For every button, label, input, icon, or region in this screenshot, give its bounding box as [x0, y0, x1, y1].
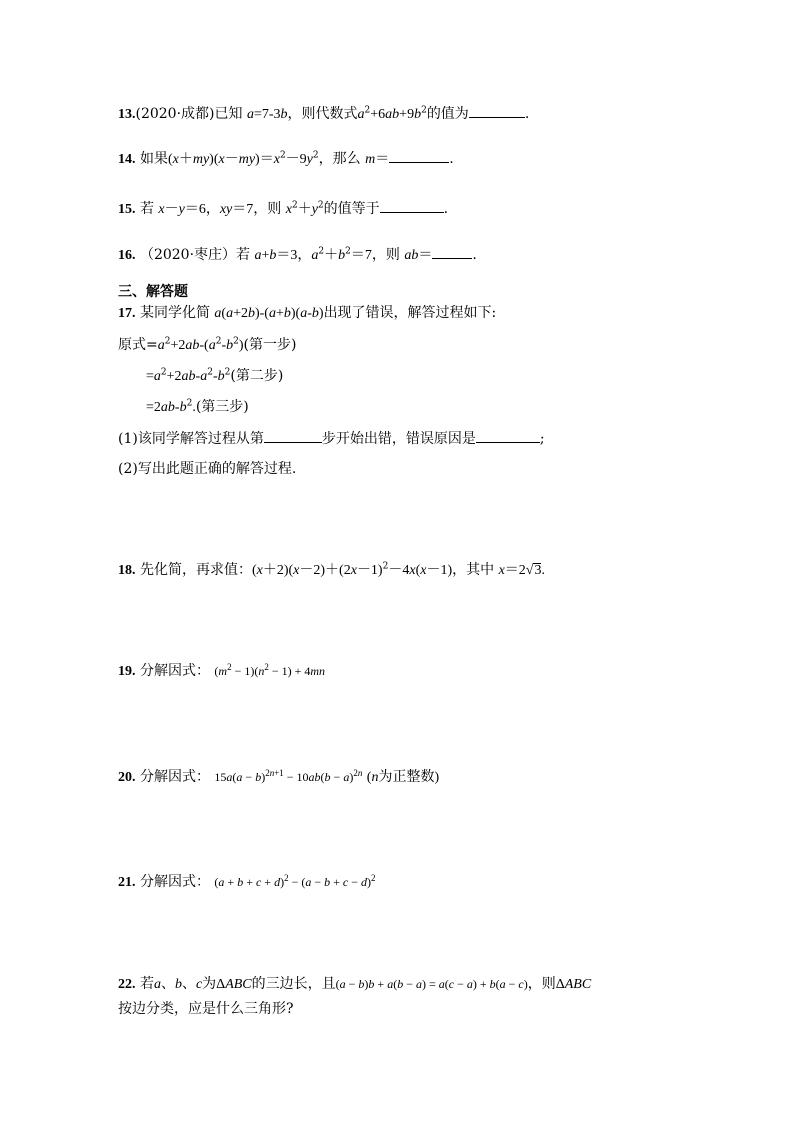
- math-expression: a: [246, 107, 254, 122]
- period: .: [524, 106, 530, 122]
- question-text: 若: [139, 201, 154, 217]
- question-text: （2020·枣庄）若: [139, 247, 251, 263]
- question-text: 步开始出错，错误原因是: [321, 431, 476, 447]
- question-text: ，其中: [452, 562, 495, 578]
- math-expression: $(a + b + c + d)^2 - (a - b + c - d)^2$: [214, 873, 376, 889]
- punctuation: ;: [539, 431, 545, 447]
- question-15: 15. 若 x－y＝6，xy＝7，则 $x^2+y^2$的值等于 .: [118, 198, 448, 220]
- math-expression: $15a(a - b)^{2n+1} - 10ab(b - a)^{2n}$: [214, 768, 363, 784]
- question-22: 22. 若a、b、c为ΔABC的三边长，且(a − b)b + a(b − a) = a(c − a) + b(a − c)，则ΔABC: [118, 976, 592, 992]
- question-number: 18.: [118, 563, 136, 578]
- question-number: 14.: [118, 152, 136, 167]
- question-13: 13.(2020·成都)已知 a=7-3b，则代数式$a^2+6ab+9b^2$的值为 .: [118, 103, 529, 125]
- question-text: (1)该同学解答过程从第: [118, 431, 264, 447]
- question-number: 16.: [118, 248, 136, 263]
- question-text: 分解因式：: [139, 874, 210, 890]
- step-note: (第二步): [230, 368, 284, 384]
- question-text: 先化简，再求值：: [139, 562, 252, 578]
- question-16: 16. （2020·枣庄）若 a+b＝3，$a^2+b^2=7$，则 ab＝ .: [118, 244, 477, 266]
- question-14: 14. 如果$(x+my)(x-my)=x^2-9y^2$，那么 m＝ .: [118, 148, 454, 170]
- question-number: 17.: [118, 306, 136, 321]
- question-text: 分解因式：: [139, 769, 210, 785]
- answer-blank[interactable]: [476, 428, 540, 443]
- question-number: 21.: [118, 875, 136, 890]
- question-text: 的值等于: [323, 201, 380, 217]
- question-number: 20.: [118, 770, 136, 785]
- question-number: 15.: [118, 202, 136, 217]
- question-text: 某同学化简: [139, 305, 210, 321]
- question-text: ，那么: [318, 151, 361, 167]
- question-text: 的值为: [426, 106, 469, 122]
- step-note: (第一步): [243, 337, 297, 353]
- solution-step-3: $=2ab-b^2$.(第三步): [146, 398, 249, 415]
- answer-blank[interactable]: [380, 198, 444, 213]
- question-17-part-2: (2)写出此题正确的解答过程.: [118, 461, 297, 477]
- answer-blank[interactable]: [432, 244, 472, 259]
- math-expression: (a − b)b + a(b − a) = a(c − a) + b(a − c): [335, 977, 528, 991]
- period: .: [443, 201, 449, 217]
- question-text: (2020·成都)已知: [135, 106, 243, 122]
- answer-blank[interactable]: [469, 103, 525, 118]
- step-label: 原式=: [118, 337, 158, 353]
- question-text: 出现了错误，解答过程如下:: [323, 305, 497, 321]
- question-21: [118, 872, 376, 893]
- question-18: 18. 先化简，再求值：$(x+2)(x-2)+(2x-1)^2-4x(x-1)$，其中 x＝2√3.: [118, 561, 545, 578]
- solution-step-2: $=a^2+2ab-a^2-b^2$(第二步): [146, 367, 284, 384]
- question-text: ，则: [371, 247, 400, 263]
- question-number: 13.: [118, 107, 136, 122]
- question-text: ，则: [253, 201, 282, 217]
- answer-blank[interactable]: [389, 148, 449, 163]
- question-19: [118, 661, 325, 682]
- question-text: ，则代数式: [287, 106, 358, 122]
- section-heading: 三、解答题: [118, 284, 188, 300]
- period: .: [472, 247, 477, 263]
- question-number: 19.: [118, 664, 136, 679]
- question-17: 17. 某同学化简 a(a+2b)-(a+b)(a-b)出现了错误，解答过程如下:: [118, 305, 497, 321]
- solution-step-1: 原式$=a^2+2ab-(a^2-b^2)$(第一步): [118, 336, 297, 353]
- math-expression: $(m^2 - 1)(n^2 - 1) + 4mn$: [214, 662, 326, 678]
- step-note: (第三步): [195, 399, 249, 415]
- question-text: 分解因式：: [139, 663, 210, 679]
- question-20: 20. 分解因式： $15a(a - b)^{2n+1} - 10ab(b - a)^{2n}$ (n为正整数): [118, 768, 440, 785]
- answer-blank[interactable]: [264, 428, 322, 443]
- question-number: 22.: [118, 977, 136, 992]
- period: .: [449, 151, 454, 167]
- question-text: 如果: [139, 151, 168, 167]
- question-22-line-2: 按边分类，应是什么三角形?: [118, 1001, 294, 1017]
- question-17-part-1: [118, 428, 545, 449]
